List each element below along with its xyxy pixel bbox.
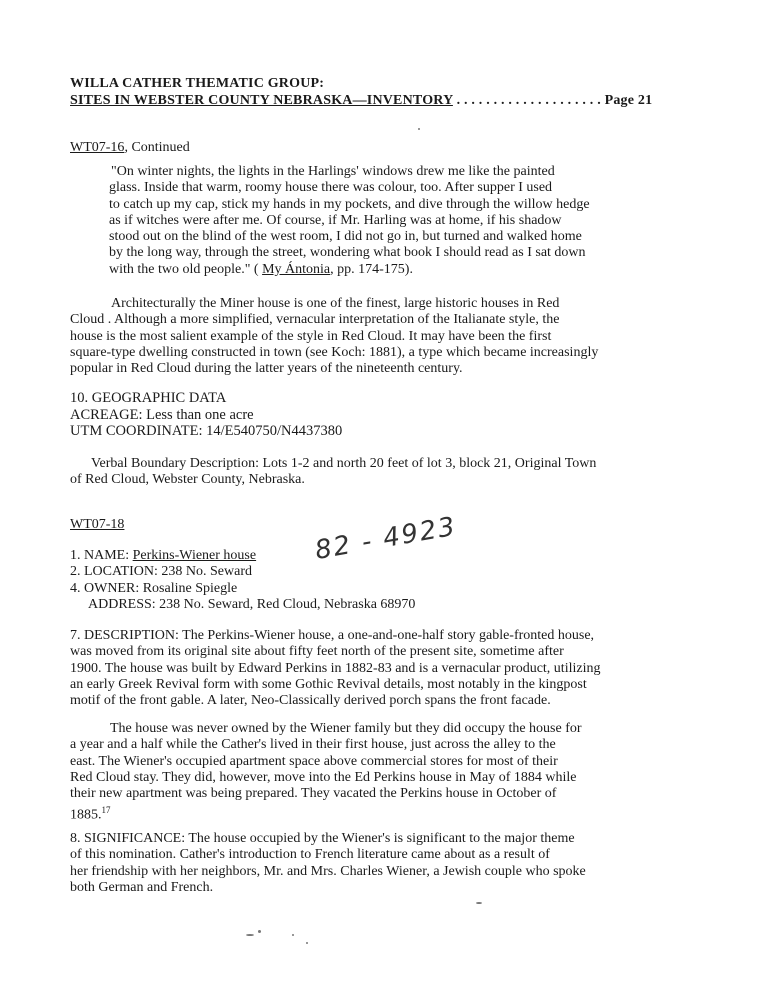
architecture-paragraph [70, 296, 598, 377]
entry-location: 2. LOCATION: 238 No. Seward [70, 564, 252, 580]
quote-line: glass. Inside that warm, roomy house there was colour, too. After supper I used [109, 180, 553, 196]
description-paragraph [70, 628, 600, 709]
paragraph-line: house is the most salient example of the style in Red Cloud. It may have been the first [70, 328, 552, 344]
continued-id: WT07-16 [70, 140, 125, 155]
quote-line: to catch up my cap, stick my hands in my pockets, and dive through the willow hedge [109, 196, 590, 212]
continued-suffix: , Continued [124, 140, 190, 155]
quote-line: by the long way, through the street, wondering what book I should read as I sat down [109, 245, 586, 261]
paragraph-line: their new apartment was being prepared. They vacated the Perkins house in October of [70, 786, 557, 802]
paragraph-line: of Red Cloud, Webster County, Nebraska. [70, 472, 305, 488]
geo-heading: 10. GEOGRAPHIC DATA [70, 390, 227, 406]
entry-name-label: 1. NAME: [70, 548, 133, 563]
paragraph-line: 1900. The house was built by Edward Perkins in 1882-83 and is a vernacular product, utilizing [70, 660, 601, 676]
entry-address: ADDRESS: 238 No. Seward, Red Cloud, Nebraska 68970 [88, 596, 416, 612]
significance-paragraph [70, 831, 586, 896]
geo-utm: UTM COORDINATE: 14/E540750/N4437380 [70, 423, 343, 439]
quote-line: as if witches were after me. Of course, if Mr. Harling was at home, if his shadow [109, 212, 562, 228]
header-subtitle: SITES IN WEBSTER COUNTY NEBRASKA—INVENTORY [70, 93, 453, 108]
scan-speck [476, 902, 482, 904]
paragraph-line: a year and a half while the Cather's lived in their first house, just across the alley to the [70, 737, 556, 753]
entry-heading [70, 517, 124, 533]
header-subtitle-row [70, 93, 652, 109]
paragraph-line: both German and French. [70, 879, 214, 895]
paragraph-line: The house was never owned by the Wiener family but they did occupy the house for [110, 721, 582, 736]
quote-citation-pages: , pp. 174-175). [330, 261, 413, 277]
continued-heading [70, 140, 190, 156]
paragraph-line: popular in Red Cloud during the latter years of the nineteenth century. [70, 361, 463, 377]
quote-citation-prefix: with the two old people." ( [109, 261, 263, 277]
paragraph-line: was moved from its original site about fifty feet north of the present site, sometime after [70, 644, 564, 660]
page-number: Page 21 [604, 93, 653, 108]
handwritten-number: 82 - 4923 [312, 511, 459, 566]
quote-line: stood out on the blind of the west room, I did not go in, but turned and walked home [109, 229, 582, 245]
paragraph-line: of this nomination. Cather's introduction to French literature came about as a result of [70, 847, 550, 863]
paragraph-line: east. The Wiener's occupied apartment space above commercial stores for most of their [70, 753, 558, 769]
paragraph-line: Verbal Boundary Description: Lots 1-2 and north 20 feet of lot 3, block 21, Original Town [91, 456, 597, 471]
paragraph-line: Architecturally the Miner house is one of the finest, large historic houses in Red [111, 296, 560, 311]
paragraph-line-last [70, 802, 582, 824]
quote-line-last [109, 262, 590, 278]
entry-owner: 4. OWNER: Rosaline Spiegle [70, 580, 238, 596]
scan-speck [418, 128, 420, 130]
geographic-data [70, 390, 342, 440]
header-leader-dots: . . . . . . . . . . . . . . . . . . . . [452, 93, 605, 108]
paragraph-line: motif of the front gable. A later, Neo-Classically derived porch spans the front facade. [70, 693, 551, 709]
wiener-paragraph [70, 721, 582, 824]
book-title: My Ántonia [262, 261, 331, 277]
paragraph-line: an early Greek Revival form with some Gothic Revival details, most notably in the kingpost [70, 676, 587, 692]
paragraph-line: Red Cloud stay. They did, however, move into the Ed Perkins house in May of 1884 while [70, 769, 577, 785]
scan-speck [246, 934, 254, 936]
footnote-marker: 17 [101, 805, 111, 816]
quote-block [111, 164, 590, 278]
year-text: 1885. [70, 808, 102, 824]
boundary-description [70, 456, 596, 489]
paragraph-line: her friendship with her neighbors, Mr. and Mrs. Charles Wiener, a Jewish couple who spoke [70, 863, 586, 879]
geo-acreage: ACREAGE: Less than one acre [70, 406, 254, 423]
scan-speck [306, 942, 308, 944]
entry-name-value: Perkins-Wiener house [132, 548, 257, 563]
paragraph-line: 8. SIGNIFICANCE: The house occupied by the Wiener's is significant to the major theme [70, 831, 575, 846]
scan-speck [258, 930, 261, 933]
paragraph-line: square-type dwelling constructed in town (see Koch: 1881), a type which became increasingly [70, 344, 599, 360]
paragraph-line: 7. DESCRIPTION: The Perkins-Wiener house, a one-and-one-half story gable-fronted house, [70, 628, 595, 643]
header-title: WILLA CATHER THEMATIC GROUP: [70, 76, 325, 91]
paragraph-line: Cloud . Although a more simplified, vernacular interpretation of the Italianate style, the [70, 312, 560, 328]
quote-line: "On winter nights, the lights in the Harlings' windows drew me like the painted [111, 164, 555, 179]
entry-id: WT07-18 [70, 517, 125, 532]
scan-speck [292, 934, 294, 936]
